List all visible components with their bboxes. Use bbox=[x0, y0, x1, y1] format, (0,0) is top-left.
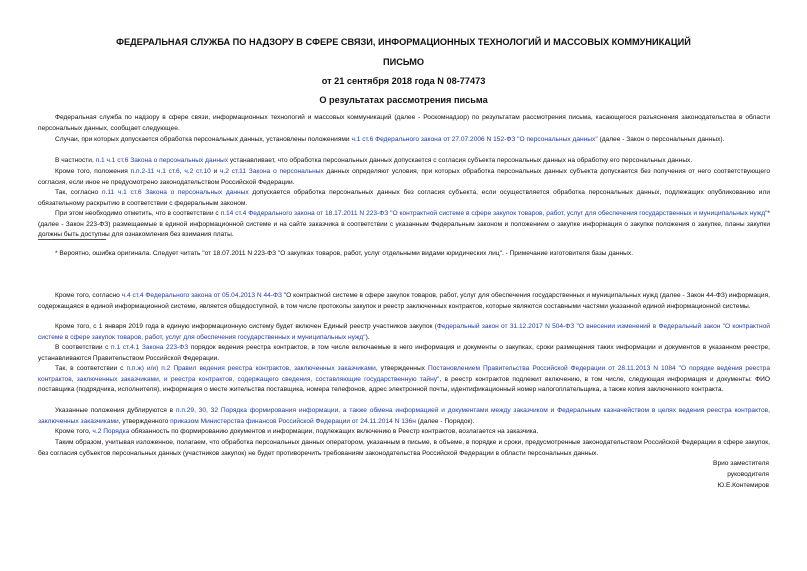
paragraph-order: Указанные положения дублируются в п.п.29, 30, 32 Порядка формирования информации, а также обмена информацией и документами между заказчиком и Федеральным казначейством в целях ведения реестра контрактов, заключенных заказчиками, утвержденного приказом Министерства финансов Российской Федерации от 24.11.2014 N 136н (далее - Порядок). bbox=[38, 407, 770, 425]
law-link[interactable]: Федеральный закон от 31.12.2017 N 504-ФЗ "О внесении изменений в Федеральный закон "О контрактной системе в сфере закупок товаров, работ, услуг для обеспечения государственных и муниципальных нужд" bbox=[38, 323, 770, 341]
paragraph-cases: Случаи, при которых допускается обработка персональных данных, установлены положениями ч.1 ст.6 Федерального закона от 27.07.2006 N 152-ФЗ "О персональных данных" (далее - Закон о персональных данных). bbox=[55, 136, 725, 143]
paragraph-conclusion: Таким образом, учитывая изложенное, полагаем, что обработка персональных данных оператором, указанным в письме, в объеме, в порядке и сроки, предусмотренные законодательством Российской Федерации в сфере закупок, без согласия субъектов персональных данных (участников закупок) не будет противоречить требованиям законодательства Российской Федерации в области персональных данных. bbox=[38, 439, 770, 457]
paragraph-intro: Федеральная служба по надзору в сфере связи, информационных технологий и массовых коммуникаций (далее - Роскомнадзор) по результатам рассмотрения письма, касающегося разъяснения законодательства в области персональных данных, сообщает следующее. bbox=[38, 114, 770, 132]
paragraph-44fz: Кроме того, согласно ч.4 ст.4 Федерального закона от 05.04.2013 N 44-ФЗ "О контрактной системе в сфере закупок товаров, работ, услуг для обеспечения государственных и муниципальных нужд (далее - Закон 44-ФЗ) информация, содержащаяся в единой информационной системе, является общедоступной, в том числе протоколы закупок и реестр заключенных контрактов, которые являются составными частями указанной единой информационной системы. bbox=[38, 292, 771, 310]
signature-name: Ю.Е.Контемиров bbox=[717, 482, 769, 489]
law-link[interactable]: п.1 ст.4.1 Закона 223-ФЗ bbox=[111, 344, 189, 351]
law-link[interactable]: п.14 ст.4 Федерального закона от 18.17.2011 N 223-ФЗ "О контрактной системе в сфере закупок товаров, работ, услуг для обеспечения государственных и муниципальных нужд" bbox=[220, 210, 768, 217]
law-link[interactable]: ч.2 Порядка bbox=[92, 428, 130, 435]
law-link[interactable]: ч.2 ст.11 Закона о персональных bbox=[220, 168, 324, 175]
signature-title-1: Врио заместителя bbox=[713, 460, 769, 467]
footnote: * Вероятно, ошибка оригинала. Следует читать "от 18.07.2011 N 223-ФЗ "О закупках товаров, работ, услуг отдельными видами юридических лиц". - Примечание изготовителя базы данных. bbox=[55, 250, 634, 257]
paragraph-publication: Так, согласно п.11 ч.1 ст.6 Закона о персональных данных допускается обработка персональных данных без согласия субъекта, если осуществляется обработка персональных данных, подлежащих опубликованию или обязательному раскрытию в соответствии с федеральным законом. bbox=[38, 189, 771, 207]
agency-title: ФЕДЕРАЛЬНАЯ СЛУЖБА ПО НАДЗОРУ В СФЕРЕ СВЯЗИ, ИНФОРМАЦИОННЫХ ТЕХНОЛОГИЙ И МАССОВЫХ КОММУНИКАЦИЙ bbox=[116, 37, 691, 47]
paragraph-consent: В частности, п.1 ч.1 ст.6 Закона о персональных данных устанавливает, что обработка персональных данных допускается с согласия субъекта персональных данных на обработку его персональных данных. bbox=[55, 157, 693, 164]
doc-subject: О результатах рассмотрения письма bbox=[319, 95, 488, 105]
signature-title-2: руководителя bbox=[727, 471, 769, 478]
paragraph-rules: Так, в соответствии с п.п.ж) и/и) п.2 Правил ведения реестра контрактов, заключенных заказчиками, утвержденных Постановлением Правительства Российской Федерации от 28.11.2013 N 1084 "О порядке ведения реестра контрактов, заключенных заказчиками, и реестра контрактов, содержащего сведения, составляющие государственную тайну", в реестр контрактов подлежит включению, в том числе, следующая информация и документы: ФИО поставщика (подрядчика, исполнителя), информация о месте жительства поставщика, номера телефонов, адрес электронной почты, идентификационный номер налогоплательщика, а также копия заключенного контракта. bbox=[38, 365, 771, 394]
law-link[interactable]: приказом Министерства финансов Российской Федерации от 24.11.2014 N 136н bbox=[170, 417, 416, 425]
law-link[interactable]: ч.1 ст.6 Федерального закона от 27.07.2006 N 152-ФЗ "О персональных данных" bbox=[351, 136, 598, 143]
law-link[interactable]: ч.4 ст.4 Федерального закона от 05.04.2013 N 44-ФЗ bbox=[121, 292, 282, 299]
law-link[interactable]: п.п.2-11 ч.1 ст.6 bbox=[130, 168, 180, 175]
paragraph-customer-duty: Кроме того, ч.2 Порядка обязанность по формированию документов и информации, подлежащих включению в Реестр контрактов, возлагается на заказчика. bbox=[55, 428, 539, 435]
law-link[interactable]: п.1 ч.1 ст.6 Закона о персональных данных bbox=[95, 157, 229, 164]
doc-type: ПИСЬМО bbox=[382, 57, 425, 67]
paragraph-223fz: При этом необходимо отметить, что в соответствии с п.14 ст.4 Федерального закона от 18.17.2011 N 223-ФЗ "О контрактной системе в сфере закупок товаров, работ, услуг для обеспечения государственных и муниципальных нужд"* (далее - Закон 223-ФЗ) размещаемые в единой информационной системе и на сайте заказчика в соответствии с указанным Федеральным законом и положением о закупке информация о закупке положения о закупке, планы закупки должны быть доступны для ознакомления без взимания платы. bbox=[38, 210, 770, 239]
law-link[interactable]: Постановлением Правительства Российской Федерации от 28.11.2013 N 1084 "О порядке ведения реестра контрактов, заключенных заказчиками, и реестра контрактов, содержащего сведения, составляющие государственную тайну" bbox=[38, 365, 770, 383]
law-link[interactable]: п.11 ч.1 ст.6 Закона о персональных данных bbox=[101, 189, 249, 196]
paragraph-registry: Кроме того, с 1 января 2019 года в единую информационную систему будет включен Единый реестр участников закупок (Федеральный закон от 31.12.2017 N 504-ФЗ "О внесении изменений в Федеральный закон "О контрактной системе в сфере закупок товаров, работ, услуг для обеспечения государственных и муниципальных нужд"). bbox=[38, 323, 770, 341]
law-link[interactable]: п.п.ж) и/и) п.2 Правил ведения реестра контрактов, заключенных заказчиками bbox=[126, 365, 376, 372]
paragraph-exceptions: Кроме того, положения п.п.2-11 ч.1 ст.6, ч.2 ст.10 и ч.2 ст.11 Закона о персональных данных определяют условия, при которых обработка персональных данных субъекта допускается без получения от него соответствующего согласия, если иное не предусмотрено законодательством Российской Федерации. bbox=[38, 168, 771, 186]
doc-date-number: от 21 сентября 2018 года N 08-77473 bbox=[321, 76, 486, 86]
footnote-separator bbox=[38, 239, 106, 240]
law-link[interactable]: ч.2 ст.10 bbox=[184, 168, 211, 175]
law-link[interactable]: п.п.29, 30, 32 Порядка формирования информации, а также обмена информацией и документами между заказчиком и Федеральным казначейством в целях ведения реестра контрактов, заключенных заказчиками bbox=[38, 407, 770, 425]
paragraph-contract-registry: В соответствии с п.1 ст.4.1 Закона 223-ФЗ порядок ведения реестра контрактов, в том числе включаемые в него информация и документы о закупках, сроки размещения таких информации и документов в указанном реестре, устанавливаются Правительством Российской Федерации. bbox=[38, 344, 770, 362]
